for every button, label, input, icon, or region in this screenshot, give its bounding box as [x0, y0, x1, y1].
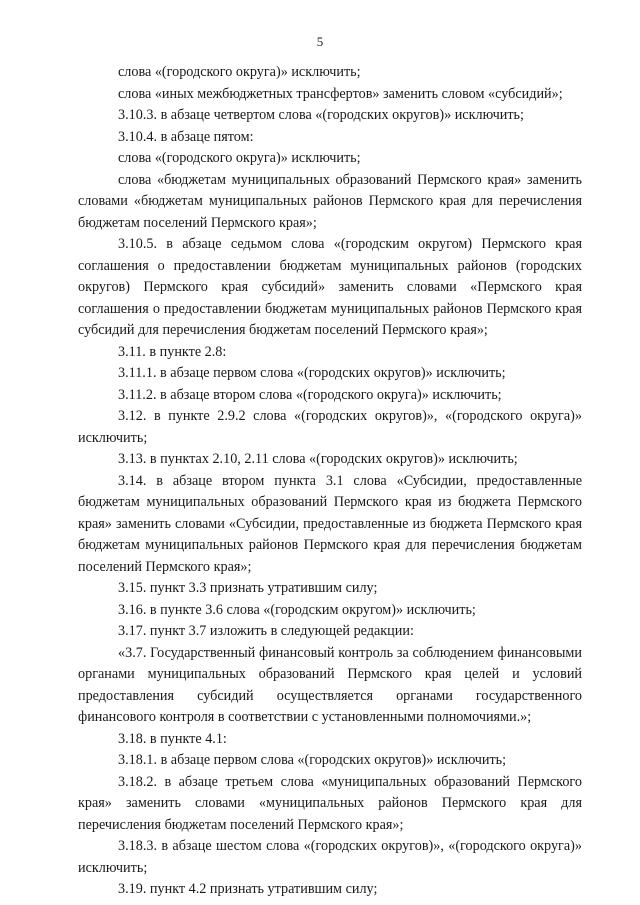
paragraph: слова «(городского округа)» исключить; — [118, 64, 361, 80]
paragraph: слова «бюджетам муниципальных образований Пермского края» заменить словами «бюджетам муниципальных районов Пермского края для перечисления бюджетам поселений Пермского края»; — [78, 171, 582, 231]
paragraph: «3.7. Государственный финансовый контроль за соблюдением финансовыми органами муниципальных образований Пермского края целей и условий предоставления субсидий осуществляется органами государственного финансового контроля в соответствии с установленными полномочиями.»; — [78, 644, 582, 725]
paragraph: 3.17. пункт 3.7 изложить в следующей редакции: — [118, 623, 414, 639]
paragraph: 3.10.4. в абзаце пятом: — [118, 128, 254, 145]
paragraph: 3.14. в абзаце втором пункта 3.1 слова «Субсидии, предоставленные бюджетам муниципальных образований Пермского края из бюджета Пермского края» заменить словами «Субсидии, предоставленные из бюджета Пермского края бюджетам муниципальных районов Пермского края для перечисления бюджетам поселений Пермского края»; — [78, 472, 582, 575]
paragraph: 3.10.5. в абзаце седьмом слова «(городским округом) Пермского края соглашения о предоставлении бюджетам муниципальных районов (городских округов) Пермского края субсидий» заменить словами «Пермского края соглашения о предоставлении бюджетам муниципальных районов Пермского края субсидий для перечисления бюджетам поселений Пермского края»; — [78, 236, 582, 338]
paragraph: 3.12. в пункте 2.9.2 слова «(городских округов)», «(городского округа)» исключить; — [78, 408, 582, 446]
paragraph: 3.11. в пункте 2.8: — [118, 343, 227, 360]
paragraph: слова «(городского округа)» исключить; — [118, 150, 361, 166]
page-number: 5 — [316, 34, 324, 49]
paragraph: 3.16. в пункте 3.6 слова «(городским округом)» исключить; — [118, 601, 476, 618]
paragraph: 3.19. пункт 4.2 признать утратившим силу; — [118, 881, 378, 897]
paragraph: 3.10.3. в абзаце четвертом слова «(городских округов)» исключить; — [118, 107, 524, 123]
paragraph: 3.18.2. в абзаце третьем слова «муниципальных образований Пермского края» заменить словами «муниципальных районов Пермского края для перечисления бюджетам поселений Пермского края»; — [78, 773, 582, 833]
paragraph: 3.18.3. в абзаце шестом слова «(городских округов)», «(городского округа)» исключить; — [78, 838, 582, 876]
paragraph: 3.18. в пункте 4.1: — [118, 730, 227, 747]
paragraph: слова «иных межбюджетных трансфертов» заменить словом «субсидий»; — [118, 85, 563, 102]
paragraph: 3.18.1. в абзаце первом слова «(городских округов)» исключить; — [118, 752, 507, 768]
paragraph: 3.11.1. в абзаце первом слова «(городских округов)» исключить; — [118, 365, 506, 381]
document-body — [78, 62, 582, 901]
paragraph: 3.15. пункт 3.3 признать утратившим силу; — [118, 580, 378, 596]
paragraph: 3.11.2. в абзаце втором слова «(городского округа)» исключить; — [118, 386, 502, 403]
paragraph: 3.13. в пунктах 2.10, 2.11 слова «(городских округов)» исключить; — [118, 451, 518, 467]
